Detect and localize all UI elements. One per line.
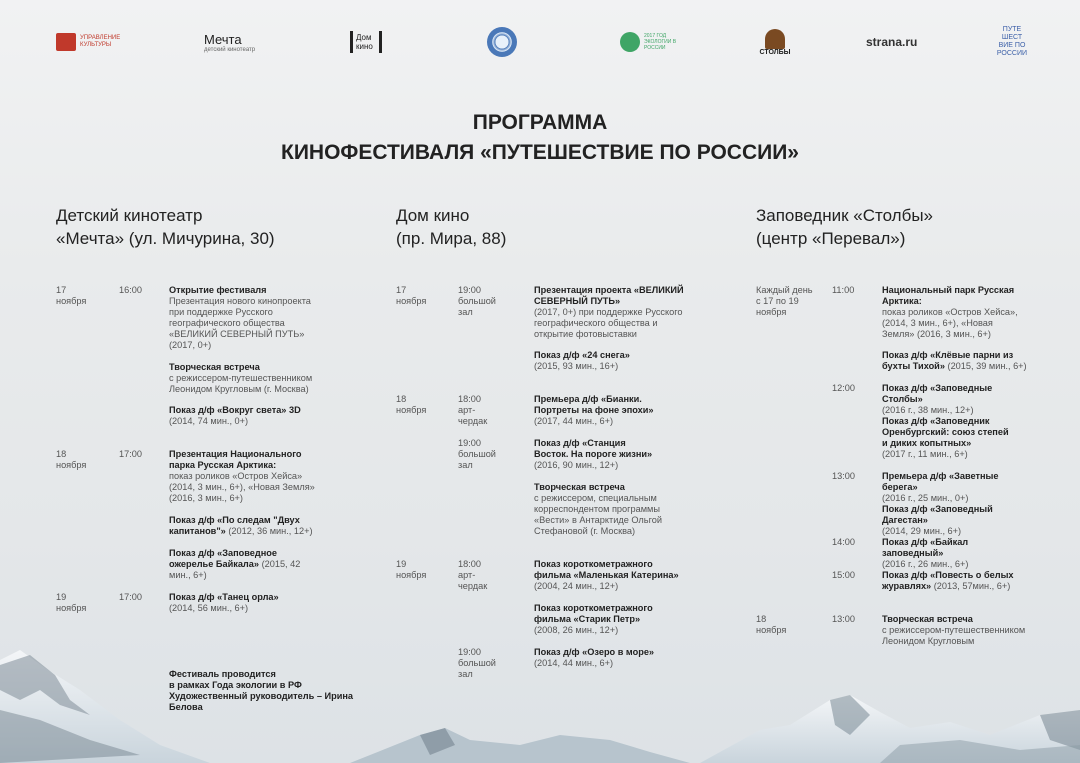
venue-dom-kino: Дом кино (пр. Мира, 88): [396, 206, 507, 248]
travel-russia-logo: ПУТЕ ШЕСТ ВИЕ ПО РОССИИ: [996, 26, 1028, 57]
strana-logo: strana.ru: [866, 35, 918, 49]
stolby-logo: СТОЛБЫ: [755, 22, 795, 62]
schedule-item: Показ д/ф «24 снега» (2015, 93 мин., 16+): [534, 350, 630, 371]
festival-footer: Фестиваль проводится в рамках Года экологии в РФ Художественный руководитель – Ирина Белова: [169, 669, 353, 712]
schedule-item: Творческая встреча с режиссером-путешественником Леонидом Кругловым (г. Москва): [169, 362, 313, 394]
schedule-item: Показ д/ф «Заповедное ожерелье Байкала» (2015, 42 мин., 6+): [169, 548, 301, 580]
schedule-item: Показ д/ф «Заповедный Дагестан» (2014, 29 мин., 6+): [882, 504, 993, 536]
page-title: ПРОГРАММА КИНОФЕСТИВАЛЯ «ПУТЕШЕСТВИЕ ПО РОССИИ»: [281, 111, 799, 164]
venue-stolby: Заповедник «Столбы» (центр «Перевал»): [756, 206, 934, 248]
partner-logos: [0, 22, 1080, 62]
rgo-globe-logo: [487, 22, 521, 62]
schedule-item: Творческая встреча с режиссером, специальным корреспондентом программы «Вести» в Антарктиде Ольгой Стефановой (г. Москва): [534, 482, 662, 536]
schedule-item: Показ д/ф «По следам "Двух капитанов"» (2012, 36 мин., 12+): [169, 515, 313, 536]
ecology-circle-icon: [620, 32, 640, 52]
schedule-item: Показ д/ф «Вокруг света» 3D (2014, 74 мин., 0+): [169, 405, 301, 426]
schedule-item: Показ д/ф «Заповедник Оренбургский: союз степей и диких копытных» (2017 г., 11 мин., 6+): [882, 416, 1009, 459]
venue-mechta: Детский кинотеатр «Мечта» (ул. Мичурина, 30): [56, 206, 275, 248]
schedule-item: Показ короткометражного фильма «Старик Петр» (2008, 26 мин., 12+): [534, 603, 653, 635]
schedule-everyday-label: Каждый день с 17 по 19 ноября: [756, 285, 813, 317]
mechta-logo: Мечта детский кинотеатр: [204, 31, 256, 53]
deer-icon: [765, 29, 785, 49]
ecology-year-logo: 2017 ГОД ЭКОЛОГИИ В РОССИИ: [620, 22, 690, 62]
culture-department-logo: УПРАВЛЕНИЕ КУЛЬТУРЫ: [56, 22, 136, 62]
culture-logo-icon: [56, 33, 76, 51]
schedule-item: Показ д/ф «Клёвые парни из бухты Тихой» (2015, 39 мин., 6+): [882, 350, 1027, 371]
globe-icon: [487, 27, 517, 57]
dom-kino-logo: Дом кино: [350, 22, 386, 62]
